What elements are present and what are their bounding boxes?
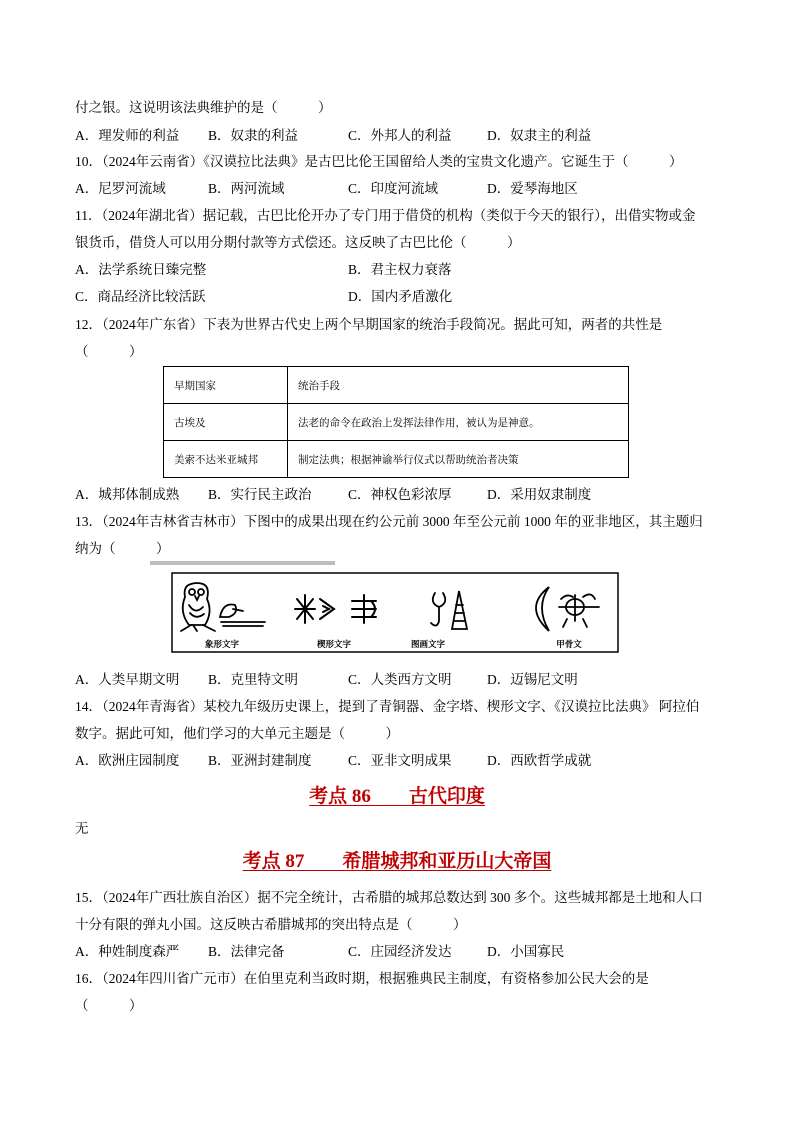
table-header-cell: 统治手段 [288,367,629,404]
q15-option-c: C．庄园经济发达 [348,944,452,959]
q15-stem-line-2: 十分有限的弹丸小国。这反映古希腊城邦的突出特点是（ ） [75,917,467,932]
q13-option-b: B．克里特文明 [208,672,299,687]
q11-options-row-2 [0,289,794,304]
q9-option-b: B．奴隶的利益 [208,128,299,143]
q15-option-a: A．种姓制度森严 [75,944,180,959]
q11-stem-line-2: 银货币，借贷人可以用分期付款等方式偿还。这反映了古巴比伦（ ） [75,235,521,250]
q14-options [0,753,794,768]
table-cell: 制定法典；根据神谕举行仪式以帮助统治者决策 [288,441,629,478]
q11-stem-line-1: 11．（2024年湖北省）据记载，古巴比伦开办了专门用于借贷的机构（类似于今天的银行），出借实物或金 [75,208,696,223]
q14-option-d: D．西欧哲学成就 [487,753,592,768]
cropped-scan-strip [150,561,335,565]
q12-stem-line-2: （ ） [75,344,143,359]
q10-option-c: C．印度河流域 [348,181,439,196]
q10-option-b: B．两河流域 [208,181,285,196]
q9-option-d: D．奴隶主的利益 [487,128,592,143]
ancient-scripts-figure [140,557,640,657]
q14-stem-line-2: 数字。据此可知，他们学习的大单元主题是（ ） [75,726,399,741]
q12-table [163,366,629,478]
section-heading-87: 考点 87 希腊城邦和亚历山大帝国 [242,851,552,872]
q15-option-d: D．小国寡民 [487,944,565,959]
q9-option-c: C．外邦人的利益 [348,128,452,143]
q10-options [0,181,794,196]
q15-options [0,944,794,959]
q16-stem-line-2: （ ） [75,998,143,1013]
q9-stem-line: 付之银。这说明该法典维护的是（ ） [75,100,332,115]
q15-option-b: B．法律完备 [208,944,285,959]
q12-option-c: C．神权色彩浓厚 [348,487,452,502]
table-header-row [164,367,629,404]
table-cell: 美索不达米亚城邦 [164,441,288,478]
q10-stem-line: 10．（2024年云南省）《汉谟拉比法典》是古巴比伦王国留给人类的宝贵文化遗产。它诞生于（ ） [75,154,683,169]
table-row [164,441,629,478]
figure-caption-hieroglyphs: 象形文字 [204,639,240,649]
q13-option-a: A．人类早期文明 [75,672,180,687]
section-heading-86: 考点 86 古代印度 [309,786,485,807]
q12-stem-line-1: 12．（2024年广东省）下表为世界古代史上两个早期国家的统治手段简况。据此可知，两者的共性是 [75,317,663,332]
q10-option-a: A．尼罗河流域 [75,181,166,196]
q11-option-d: D．国内矛盾激化 [348,289,453,304]
q11-option-a: A．法学系统日臻完整 [75,262,207,277]
figure-caption-cuneiform: 楔形文字 [316,639,352,649]
section-86-body: 无 [75,821,89,836]
figure-caption-pictographs: 图画文字 [410,639,446,649]
q11-option-b: B．君主权力衰落 [348,262,452,277]
q11-options-row-1 [0,262,794,277]
q13-options [0,672,794,687]
q14-option-b: B．亚洲封建制度 [208,753,312,768]
q10-option-d: D．爱琴海地区 [487,181,578,196]
q14-option-a: A．欧洲庄园制度 [75,753,180,768]
table-header-cell: 早期国家 [164,367,288,404]
q12-options [0,487,794,502]
q14-stem-line-1: 14．（2024年青海省）某校九年级历史课上，提到了青铜器、金字塔、楔形文字、《汉谟拉比法典》 阿拉伯 [75,699,700,714]
q13-stem-line-1: 13．（2024年吉林省吉林市）下图中的成果出现在约公元前 3000 年至公元前 1000 年的亚非地区，其主题归 [75,514,703,529]
q12-option-d: D．采用奴隶制度 [487,487,592,502]
q16-stem-line-1: 16．（2024年四川省广元市）在伯里克利当政时期，根据雅典民主制度，有资格参加公民大会的是 [75,971,649,986]
table-cell: 古埃及 [164,404,288,441]
q13-option-c: C．人类西方文明 [348,672,452,687]
q13-stem-line-2: 纳为（ ） [75,541,170,556]
q9-options [0,128,794,143]
q15-stem-line-1: 15．（2024年广西壮族自治区）据不完全统计，古希腊的城邦总数达到 300 多个。这些城邦都是土地和人口 [75,890,703,905]
q13-option-d: D．迈锡尼文明 [487,672,578,687]
table-row [164,404,629,441]
q12-option-a: A．城邦体制成熟 [75,487,180,502]
table-cell: 法老的命令在政治上发挥法律作用，被认为是神意。 [288,404,629,441]
q14-option-c: C．亚非文明成果 [348,753,452,768]
q9-option-a: A．理发师的利益 [75,128,180,143]
figure-caption-oracle-bone: 甲骨文 [556,639,582,649]
q11-option-c: C．商品经济比较活跃 [75,289,206,304]
q12-option-b: B．实行民主政治 [208,487,312,502]
